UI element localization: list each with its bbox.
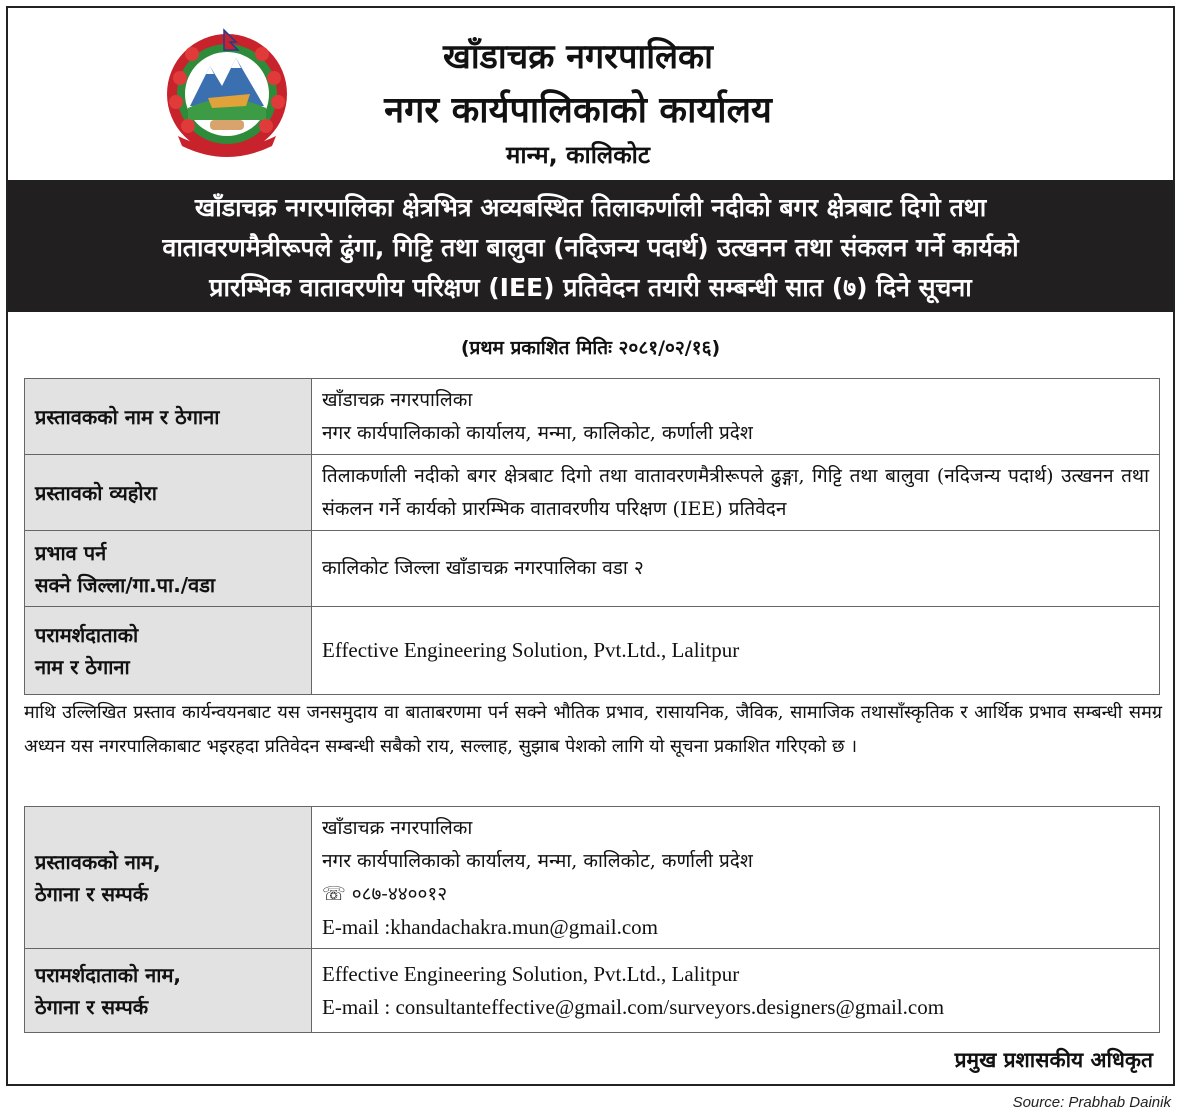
table-row <box>25 531 1160 607</box>
banner-line: वातावरणमैत्रीरूपले ढुंगा, गिट्टि तथा बालुवा (नदिजन्य पदार्थ) उत्खनन तथा संकलन गर्ने कार्यको <box>162 233 1019 262</box>
row-label <box>25 607 312 695</box>
office-name: नगर कार्यपालिकाको कार्यालय <box>384 90 772 131</box>
label-line: प्रभाव पर्न <box>35 540 107 565</box>
proposal-description: तिलाकर्णाली नदीको बगर क्षेत्रबाट दिगो तथा वातावरणमैत्रीरूपले ढुङ्गा, गिट्टि तथा बालुवा (नदिजन्य पदार्थ) उत्खनन तथा संकलन गर्ने कार्यको प्रारम्भिक वातावरणीय परिक्षण (IEE) प्रतिवेदन <box>312 455 1160 531</box>
proponent-address: नगर कार्यपालिकाको कार्यालय, मन्मा, कालिकोट, कर्णाली प्रदेश <box>322 849 753 872</box>
banner-line: खाँडाचक्र नगरपालिका क्षेत्रभित्र अव्यबस्थित तिलाकर्णाली नदीको बगर क्षेत्रबाट दिगो तथा <box>194 193 987 222</box>
proponent-name: खाँडाचक्र नगरपालिका <box>322 816 473 839</box>
proponent-phone <box>322 878 1149 911</box>
row-value <box>312 379 1160 455</box>
proponent-email: E-mail :khandachakra.mun@gmail.com <box>322 914 658 939</box>
row-label: प्रस्तावकको नाम र ठेगाना <box>25 379 312 455</box>
row-value <box>312 807 1160 949</box>
label-line: सक्ने जिल्ला/गा.पा./वडा <box>35 572 216 597</box>
consultant-name <box>312 607 1160 695</box>
consultant-name: Effective Engineering Solution, Pvt.Ltd., Lalitpur <box>322 961 740 986</box>
row-label: प्रस्तावको व्यहोरा <box>25 455 312 531</box>
label-line: परामर्शदाताको <box>35 622 139 647</box>
contact-table <box>24 806 1160 1033</box>
affected-area: कालिकोट जिल्ला खाँडाचक्र नगरपालिका वडा २ <box>312 531 1160 607</box>
nepal-emblem-icon <box>158 28 296 160</box>
table-row <box>25 949 1160 1033</box>
consultant-name-text: Effective Engineering Solution, Pvt.Ltd., Lalitpur <box>322 637 740 662</box>
label-line: ठेगाना र सम्पर्क <box>35 994 149 1019</box>
proponent-name: खाँडाचक्र नगरपालिका <box>322 388 473 411</box>
phone-number: ०८७-४४००१२ <box>351 882 448 905</box>
table-row <box>25 455 1160 531</box>
notice-paragraph: माथि उल्लिखित प्रस्ताव कार्यन्वयनबाट यस जनसमुदाय वा बाताबरणमा पर्न सक्ने भौतिक प्रभाव, रासायनिक, जैविक, सामाजिक तथासाँस्कृतिक र आर्थिक प्रभाव सम्बन्धी समग्र अध्यन यस नगरपालिकाबाट भइरहदा प्रतिवेदन सम्बन्धी सबैको राय, सल्लाह, सुझाब पेशको लागि यो सूचना प्रकाशित गरिएको छ । <box>24 702 1162 757</box>
label-line: नाम र ठेगाना <box>35 654 130 679</box>
municipality-name: खाँडाचक्र नगरपालिका <box>443 37 713 77</box>
proposal-info-table <box>24 378 1160 695</box>
label-line: ठेगाना र सम्पर्क <box>35 881 149 906</box>
notice-frame <box>6 6 1175 1086</box>
notice-title-banner <box>8 180 1173 312</box>
source-credit: Source: Prabhab Dainik <box>1012 1094 1171 1111</box>
table-row <box>25 607 1160 695</box>
table-row <box>25 379 1160 455</box>
label-line: परामर्शदाताको नाम, <box>35 962 182 987</box>
table-row <box>25 807 1160 949</box>
banner-line: प्रारम्भिक वातावरणीय परिक्षण (IEE) प्रतिवेदन तयारी सम्बन्धी सात (७) दिने सूचना <box>209 273 972 302</box>
row-label <box>25 949 312 1033</box>
label-line: प्रस्तावकको नाम, <box>35 849 161 874</box>
row-label <box>25 531 312 607</box>
office-location: मान्म, कालिकोट <box>506 141 650 169</box>
telephone-icon: ☏ <box>322 882 346 905</box>
signature-title: प्रमुख प्रशासकीय अधिकृत <box>954 1048 1153 1072</box>
row-label <box>25 807 312 949</box>
consultant-email: E-mail : consultanteffective@gmail.com/surveyors.designers@gmail.com <box>322 994 945 1019</box>
publication-date: (प्रथम प्रकाशित मितिः २०८१/०२/१६) <box>460 337 721 359</box>
row-value <box>312 949 1160 1033</box>
header <box>8 8 1173 178</box>
proponent-address: नगर कार्यपालिकाको कार्यालय, मन्मा, कालिकोट, कर्णाली प्रदेश <box>322 421 753 444</box>
